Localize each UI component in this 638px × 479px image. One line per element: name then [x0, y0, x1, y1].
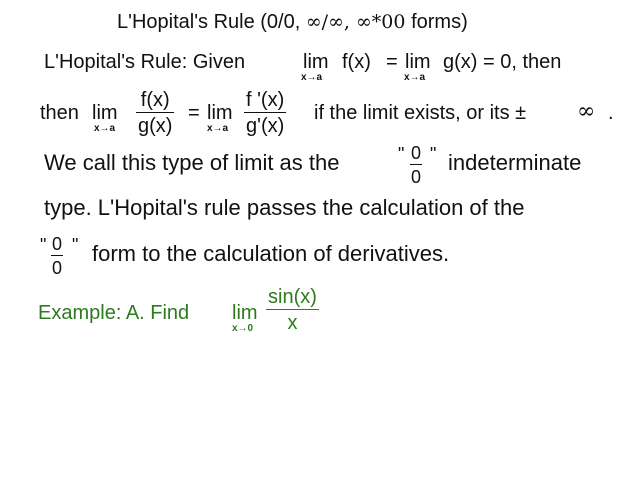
line4-text: type. L'Hopital's rule passes the calculation of the [44, 195, 525, 220]
title-zero: 0 [393, 11, 406, 33]
line1-prefix: L'Hopital's Rule: Given [44, 51, 246, 73]
fraction-bar [136, 112, 174, 113]
fraction-zero-over-zero [51, 235, 63, 277]
line1-lim2-sub: x→a [404, 72, 426, 83]
line2-tail: if the limit exists, or its ± [314, 102, 527, 124]
line1-f: f(x) [342, 51, 371, 73]
example-lim: lim [232, 302, 258, 324]
fraction-zero-over-zero [410, 144, 422, 186]
line3-text: We call this type of limit as the [44, 150, 340, 175]
fraction-fprime-over-gprime [244, 90, 286, 136]
title-text: L'Hopital's Rule (0/0, [117, 11, 301, 33]
fraction-denominator: 0 [411, 167, 422, 187]
line2-then: then [40, 102, 79, 124]
title-forms: ∞/∞, ∞*0 [305, 11, 394, 33]
fraction-bar [266, 309, 319, 310]
fraction-denominator: x [287, 312, 298, 334]
example-lim-sub: x→0 [232, 323, 254, 334]
fraction-denominator: 0 [52, 258, 63, 278]
close-quote: " [430, 144, 437, 164]
slide-title [117, 12, 468, 32]
line2-lim-sub: x→a [94, 123, 116, 134]
open-quote: " [398, 144, 405, 164]
line2-lim2-sub: x→a [207, 123, 229, 134]
line3-tail: indeterminate [448, 150, 582, 175]
open-quote: " [40, 235, 47, 255]
title-end: forms) [411, 11, 468, 33]
infinity-symbol: ∞ [577, 99, 596, 124]
fraction-numerator: 0 [52, 234, 63, 254]
fraction-f-over-g [136, 90, 174, 136]
fraction-bar [410, 164, 422, 165]
example-prefix: Example: A. Find [38, 302, 190, 324]
fraction-numerator: sin(x) [268, 286, 317, 308]
fraction-bar [244, 112, 286, 113]
line1-lim2: lim [405, 51, 431, 73]
line5-text: form to the calculation of derivatives. [92, 241, 450, 266]
close-quote: " [72, 235, 79, 255]
line1-eq: = [386, 51, 398, 73]
fraction-numerator: f(x) [140, 89, 170, 111]
fraction-bar [51, 255, 63, 256]
line1-lim: lim [303, 51, 329, 73]
line2-lim: lim [92, 102, 118, 124]
fraction-sin-over-x [266, 287, 319, 333]
line1-lim-sub: x→a [301, 72, 323, 83]
line2-dot: . [608, 102, 614, 124]
fraction-numerator: 0 [411, 143, 422, 163]
line2-lim2: lim [207, 102, 233, 124]
fraction-denominator: g(x) [138, 115, 173, 137]
fraction-denominator: g'(x) [246, 115, 285, 137]
line2-eq: = [188, 102, 200, 124]
fraction-numerator: f '(x) [246, 89, 285, 111]
line1-g: g(x) = 0, then [443, 51, 562, 73]
